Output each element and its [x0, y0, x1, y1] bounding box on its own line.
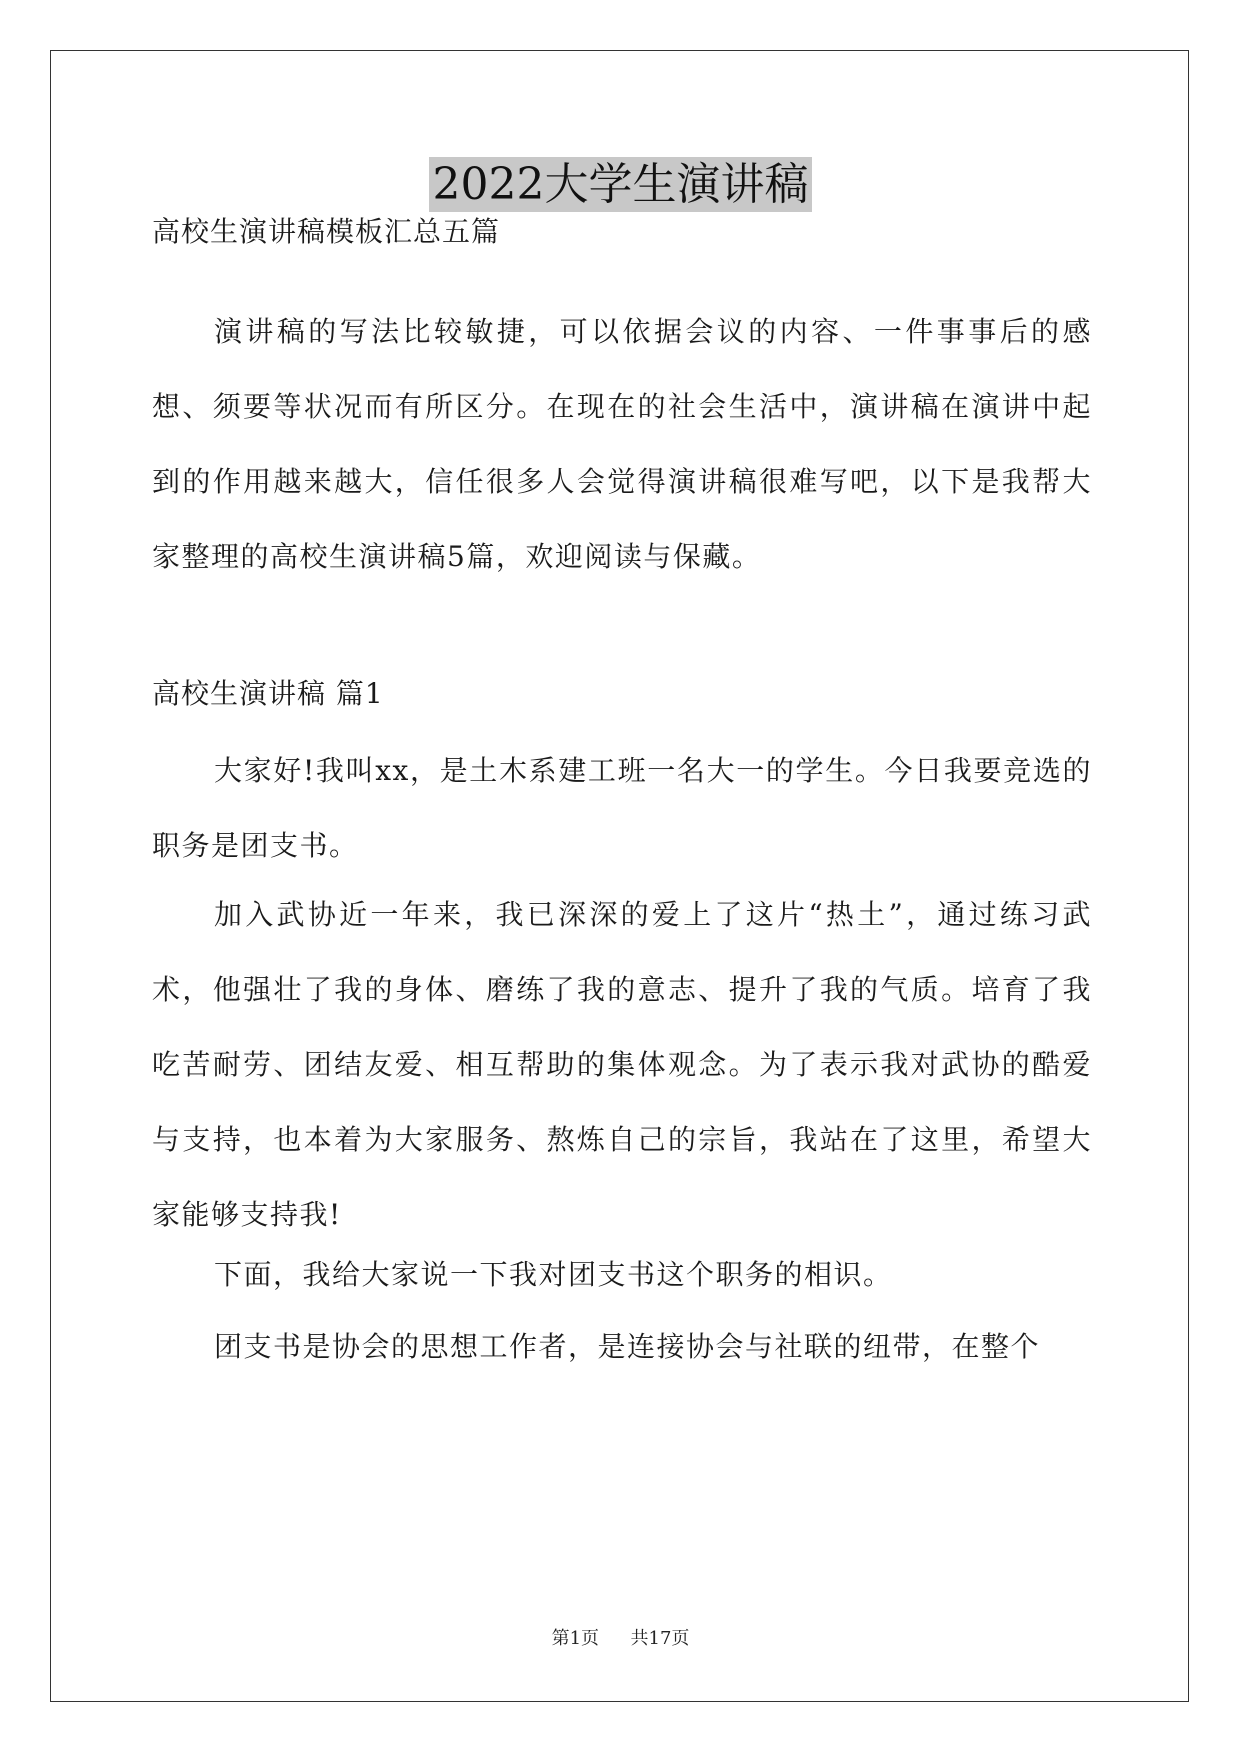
section-heading: 高校生演讲稿 篇1 — [152, 677, 384, 710]
page-total: 共17页 — [630, 1628, 690, 1649]
body-paragraph-3: 下面，我给大家说一下我对团支书这个职务的相识。 — [214, 1258, 893, 1291]
page-footer — [0, 1624, 1241, 1650]
page-number: 第1页 — [551, 1628, 600, 1649]
body-paragraph-2: 加入武协近一年来，我已深深的爱上了这片“热土”，通过练习武术，他强壮了我的身体、磨练了我的意志、提升了我的气质。培育了我吃苦耐劳、团结友爱、相互帮助的集体观念。为了表示我对武协的酷爱与支持，也本着为大家服务、熬炼自己的宗旨，我站在了这里，希望大家能够支持我! — [152, 898, 1092, 1231]
document-title — [0, 155, 1241, 215]
body-paragraph-4: 团支书是协会的思想工作者，是连接协会与社联的纽带，在整个 — [214, 1330, 1041, 1363]
intro-paragraph: 演讲稿的写法比较敏捷，可以依据会议的内容、一件事事后的感想、须要等状况而有所区分。在现在的社会生活中，演讲稿在演讲中起到的作用越来越大，信任很多人会觉得演讲稿很难写吧，以下是我帮大家整理的高校生演讲稿5篇，欢迎阅读与保藏。 — [152, 315, 1092, 573]
document-title-text: 2022大学生演讲稿 — [429, 157, 813, 212]
body-paragraph-1: 大家好!我叫xx，是土木系建工班一名大一的学生。今日我要竞选的职务是团支书。 — [152, 754, 1092, 862]
document-subtitle: 高校生演讲稿模板汇总五篇 — [152, 215, 501, 248]
